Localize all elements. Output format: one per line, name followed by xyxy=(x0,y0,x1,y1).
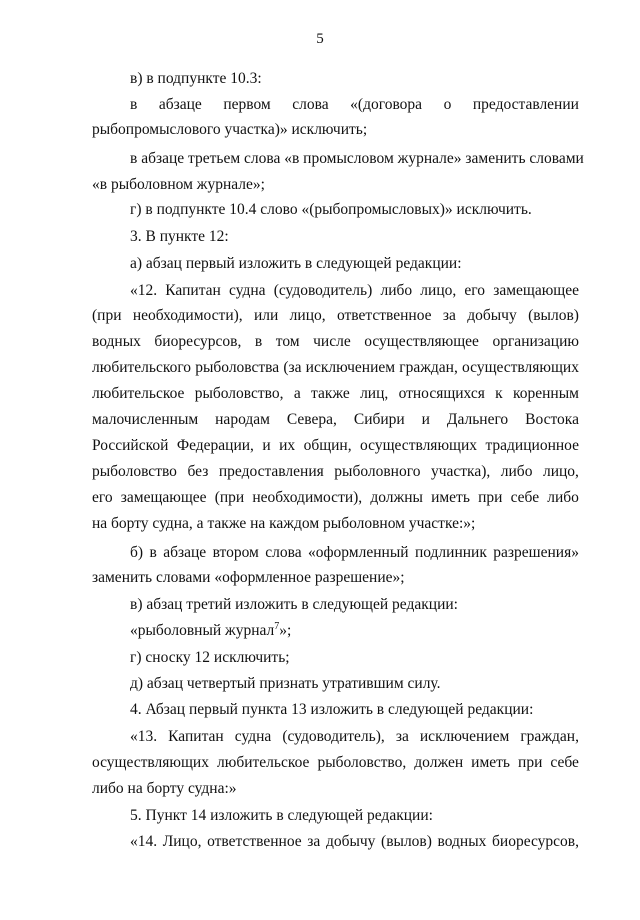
word: любительское xyxy=(92,385,185,402)
text-line: на борту судна, а также на каждом рыболовном участке:»; xyxy=(92,515,476,532)
word: «14. xyxy=(130,833,158,850)
word: лицо, xyxy=(289,307,326,324)
word: при xyxy=(478,489,503,506)
word: необходимости), xyxy=(252,489,363,506)
word: рыболовство xyxy=(92,463,177,480)
word: либо xyxy=(380,282,413,299)
text-segment: «рыболовный журнал xyxy=(130,622,275,639)
word: при xyxy=(518,754,543,771)
word: его xyxy=(464,282,486,299)
word: и xyxy=(421,411,430,428)
text-line-justified xyxy=(130,281,579,300)
word: себе xyxy=(510,489,540,506)
word: первом xyxy=(223,96,271,113)
word: абзаце xyxy=(158,96,202,113)
word: иметь xyxy=(431,489,470,506)
word: либо xyxy=(547,489,579,506)
word: а xyxy=(293,385,301,402)
word: организацию xyxy=(492,333,579,350)
text-line-justified xyxy=(92,488,579,507)
word: Севера, xyxy=(286,411,337,428)
word: иметь xyxy=(471,754,510,771)
word: (вылов) xyxy=(381,833,432,850)
word: любительское xyxy=(217,754,310,771)
word: рыболовство, xyxy=(194,385,284,402)
text-line: 5. Пункт 14 изложить в следующей редакции: xyxy=(130,807,433,824)
text-line: д) абзац четвертый признать утратившим силу. xyxy=(130,675,441,692)
text-line-justified xyxy=(92,306,579,325)
text-line: заменить словами «оформленное разрешение»; xyxy=(92,569,405,586)
word: судна xyxy=(229,282,266,299)
word: биоресурсов, xyxy=(492,833,579,850)
word: осуществляющих xyxy=(462,359,579,376)
word: рыболовства xyxy=(195,359,280,376)
word: (при xyxy=(92,307,122,324)
text-line: рыбопромыслового участка)» исключить; xyxy=(92,121,368,138)
word: замещающее xyxy=(493,282,579,299)
word: за xyxy=(442,307,456,324)
page-number: 5 xyxy=(316,31,324,47)
word: лицо, xyxy=(542,463,579,480)
word: (вылов) xyxy=(528,307,579,324)
word: исключением xyxy=(419,728,510,745)
word: (судоводитель) xyxy=(273,282,373,299)
word: необходимости), xyxy=(132,307,243,324)
word: рыболовство, xyxy=(317,754,407,771)
word: «(договора xyxy=(350,96,423,113)
text-segment: »; xyxy=(279,622,292,639)
word: слова xyxy=(292,96,329,113)
word: Дальнего xyxy=(446,411,509,428)
word: осуществляющих xyxy=(360,437,478,454)
word: и xyxy=(262,437,271,454)
text-line-justified xyxy=(92,384,579,403)
text-line: в) в подпункте 10.3: xyxy=(130,70,262,87)
text-line: 4. Абзац первый пункта 13 изложить в следующей редакции: xyxy=(130,701,534,718)
word: Российской xyxy=(92,437,169,454)
text-line-justified xyxy=(92,436,579,455)
word: любительского xyxy=(92,359,192,376)
word: том xyxy=(275,333,300,350)
word: слова xyxy=(265,544,302,561)
word: (при xyxy=(214,489,245,506)
text-line: г) в подпункте 10.4 слово «(рыбопромысловых)» исключить. xyxy=(130,201,532,218)
word: лицо, xyxy=(420,282,457,299)
word: «оформленный xyxy=(308,544,409,561)
word: «12. xyxy=(130,282,158,299)
word: разрешения» xyxy=(493,544,579,561)
word: коренным xyxy=(513,385,579,402)
word: (судоводитель), xyxy=(282,728,385,745)
word: рыболовного xyxy=(334,463,421,480)
text-line: либо на борту судна:» xyxy=(92,780,237,797)
text-line-justified xyxy=(130,832,579,851)
text-line-justified xyxy=(92,358,579,377)
word: общин, xyxy=(303,437,352,454)
word: граждан, xyxy=(399,359,458,376)
word: народам xyxy=(215,411,270,428)
text-line-justified xyxy=(130,727,579,746)
text-line-justified xyxy=(92,332,579,351)
word: участка), xyxy=(430,463,491,480)
text-line xyxy=(130,621,291,640)
word: «13. xyxy=(130,728,158,745)
word: также xyxy=(311,385,350,402)
word: традиционное xyxy=(485,437,579,454)
word: Капитан xyxy=(165,282,221,299)
word: Востока xyxy=(525,411,579,428)
word: судна xyxy=(234,728,272,745)
footnote-marker: 7 xyxy=(274,620,280,632)
word: Сибири xyxy=(353,411,405,428)
text-line-justified xyxy=(92,462,579,481)
text-line-justified xyxy=(92,410,579,429)
word: к xyxy=(495,385,503,402)
word: водных xyxy=(92,333,141,350)
word: Федерации, xyxy=(176,437,254,454)
word: добычу xyxy=(325,833,376,850)
word: ответственное xyxy=(207,833,302,850)
word: добычу xyxy=(467,307,517,324)
word: без xyxy=(187,463,209,480)
word: лиц, xyxy=(360,385,389,402)
text-line: а) абзац первый изложить в следующей редакции: xyxy=(130,255,462,272)
word: водных xyxy=(437,833,487,850)
word: предоставления xyxy=(218,463,324,480)
word: в xyxy=(149,544,157,561)
text-line: в) абзац третий изложить в следующей редакции: xyxy=(130,596,458,613)
word: за xyxy=(307,833,321,850)
word: его xyxy=(92,489,113,506)
word: Капитан xyxy=(168,728,224,745)
word: (за xyxy=(283,359,302,376)
word: должны xyxy=(370,489,423,506)
text-line: 3. В пункте 12: xyxy=(130,228,229,245)
word: их xyxy=(279,437,296,454)
word: себе xyxy=(550,754,579,771)
word: замещающее xyxy=(120,489,207,506)
text-line: в абзаце третьем слова «в промысловом журнале» заменить словами xyxy=(130,150,584,167)
word: подлинник xyxy=(414,544,487,561)
text-line-justified xyxy=(92,753,579,772)
word: граждан, xyxy=(520,728,579,745)
word: числе xyxy=(313,333,351,350)
word: о xyxy=(443,96,452,113)
word: малочисленным xyxy=(92,411,199,428)
word: за xyxy=(395,728,409,745)
word: втором xyxy=(212,544,259,561)
word: в xyxy=(254,333,263,350)
word: или xyxy=(254,307,279,324)
word: осуществляющих xyxy=(92,754,209,771)
text-line: г) сноску 12 исключить; xyxy=(130,649,290,666)
word: Лицо, xyxy=(162,833,202,850)
text-line: «в рыболовном журнале»; xyxy=(92,176,265,193)
text-line-justified xyxy=(130,543,579,562)
word: осуществляющее xyxy=(364,333,479,350)
word: ответственное xyxy=(336,307,432,324)
word: исключением xyxy=(305,359,396,376)
word: либо xyxy=(500,463,533,480)
word: биоресурсов, xyxy=(154,333,242,350)
word: относящихся xyxy=(398,385,485,402)
word: б) xyxy=(130,544,144,561)
word: абзаце xyxy=(163,544,207,561)
word: предоставлении xyxy=(472,96,579,113)
word: в xyxy=(130,96,138,113)
text-line-justified xyxy=(130,95,579,114)
word: должен xyxy=(414,754,464,771)
